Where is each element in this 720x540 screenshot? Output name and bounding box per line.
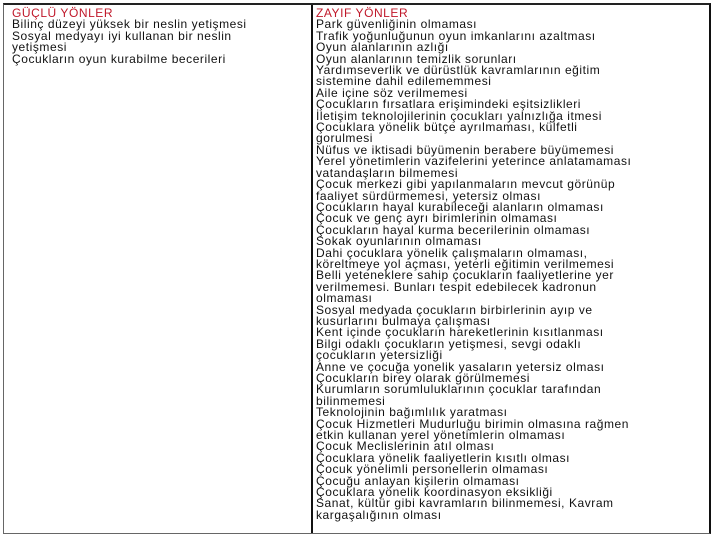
list-item: İletişim teknolojilerinin çocukları yalnızlığa itmesi bbox=[316, 108, 602, 123]
list-item: Çocukların oyun kurabilme becerileri bbox=[12, 51, 226, 66]
list-item: Yardımseverlik ve dürüstlük kavramlarının eğitim sistemine dahil edilememmesi bbox=[316, 63, 601, 89]
list-item: Çocuk yönelimli personellerin olmaması bbox=[316, 462, 549, 477]
list-item: Çocuk merkezi gibi yapılanmaların mevcut görünüp faaliyet sürdürmemesi, yetersiz olması bbox=[316, 177, 616, 203]
list-item: Aile içine söz verilmemesi bbox=[316, 85, 468, 100]
strengths-heading: GÜÇLÜ YÖNLER bbox=[12, 6, 114, 20]
list-item: Park güvenliğinin olmaması bbox=[316, 17, 478, 32]
list-item: Çocuklara yönelik koordinasyon eksikliği bbox=[316, 485, 553, 500]
list-item: Teknolojinin bağımlılık yaratması bbox=[316, 405, 508, 420]
column-divider bbox=[311, 5, 313, 533]
list-item: Sosyal medyayı iyi kullanan bir neslin yetişmesi bbox=[12, 28, 232, 55]
swot-table bbox=[3, 3, 711, 534]
list-item: Bilinç düzeyi yüksek bir neslin yetişmesi bbox=[12, 17, 247, 32]
list-item: Çocukların hayal kurabileceği alanların olmaması bbox=[316, 199, 604, 214]
weaknesses-heading: ZAYIF YÖNLER bbox=[316, 6, 409, 20]
list-item: Nüfus ve iktisadi büyümenin berabere büyümemesi bbox=[316, 142, 614, 157]
list-item: Yerel yönetimlerin vazifelerini yeterince anlatamaması vatandaşların bilmemesi bbox=[316, 154, 632, 180]
list-item: Belli yeteneklere sahip çocukların faaliyetlerine yer verilmemesi. Bunları tespit edebilecek kadronun olmaması bbox=[316, 268, 614, 306]
list-item: Dahi çocuklara yönelik çalışmaların olmaması, köreltmeye yol açması, yeterli eğitimin verilmemesi bbox=[316, 245, 615, 271]
list-item: Kent içinde çocukların hareketlerinin kısıtlanması bbox=[316, 325, 604, 340]
list-item: Oyun alanlarının azlığı bbox=[316, 40, 449, 55]
weaknesses-list bbox=[316, 19, 708, 521]
list-item: Sokak oyunlarının olmaması bbox=[316, 234, 482, 249]
list-item: Anne ve çocuğa yonelik yasaların yetersiz olması bbox=[316, 359, 605, 374]
list-item: Sanat, kültür gibi kavramların bilinmemesi, Kavram kargaşalığının olması bbox=[316, 496, 614, 522]
list-item: Kurumların sorumluluklarının çocuklar tarafından bilinmemesi bbox=[316, 382, 602, 408]
list-item: Çocukların birey olarak görülmemesi bbox=[316, 371, 530, 385]
list-item: Bilgi odaklı çocukların yetişmesi, sevgi odaklı çocukların yetersizliği bbox=[316, 336, 582, 363]
list-item: Trafik yoğunluğunun oyun imkanlarını azaltması bbox=[316, 28, 596, 43]
list-item: Çocukların fırsatlara erişimindeki eşitsizlikleri bbox=[316, 97, 582, 112]
strengths-column bbox=[12, 8, 307, 65]
list-item: Sosyal medyada çocukların birbirlerinin ayıp ve kusurlarını bulmaya çalışması bbox=[316, 302, 593, 328]
list-item: Çocuğu anlayan kişilerin olmaması bbox=[316, 473, 520, 488]
list-item: Çocuklara yönelik faaliyetlerin kısıtlı olması bbox=[316, 450, 571, 465]
list-item: Oyun alanlarının temizlik sorunları bbox=[316, 51, 517, 66]
list-item: Çocuklara yönelik bütçe ayrılmaması, külfetli gorulmesi bbox=[316, 120, 578, 146]
list-item: Çocuk ve genç ayrı birimlerinin olmaması bbox=[316, 211, 558, 226]
list-item: Çocukların hayal kurma becerilerinin olmaması bbox=[316, 222, 591, 237]
list-item: Çocuk Hizmetleri Mudurluğu birimin olmasına rağmen etkin kullanan yerel yönetimlerin olmaması bbox=[316, 416, 629, 443]
weaknesses-column bbox=[316, 8, 708, 521]
list-item: Çocuk Meclislerinin atıl olması bbox=[316, 439, 495, 454]
strengths-list bbox=[12, 19, 307, 65]
